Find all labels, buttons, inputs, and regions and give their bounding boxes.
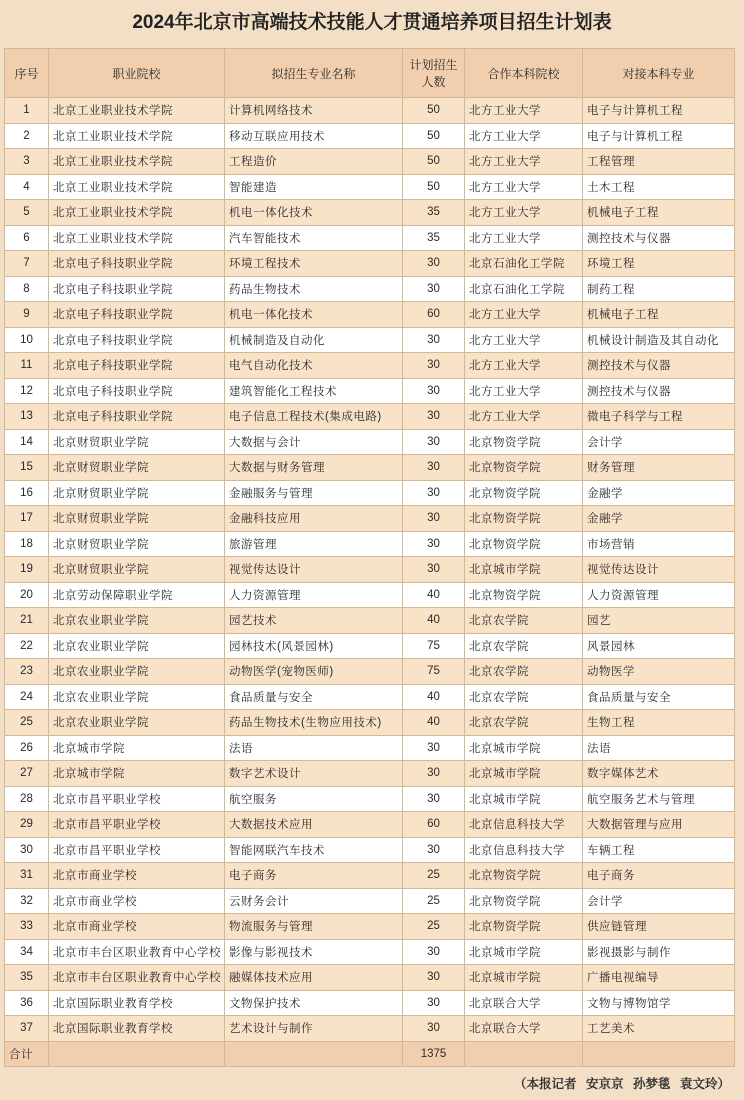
cell-index: 30 — [5, 837, 49, 863]
cell-school: 北京市昌平职业学校 — [49, 812, 225, 838]
cell-plan: 30 — [403, 429, 465, 455]
cell-school: 北京城市学院 — [49, 735, 225, 761]
cell-school: 北京市商业学校 — [49, 888, 225, 914]
cell-major: 航空服务 — [225, 786, 403, 812]
cell-target: 广播电视编导 — [583, 965, 735, 991]
total-empty-partner — [465, 1041, 583, 1066]
header-plan-line1: 计划招生 — [409, 58, 458, 72]
cell-school: 北京财贸职业学院 — [49, 429, 225, 455]
cell-partner: 北京物资学院 — [465, 480, 583, 506]
table-row — [5, 353, 735, 379]
cell-school: 北京财贸职业学院 — [49, 455, 225, 481]
cell-school: 北京农业职业学院 — [49, 684, 225, 710]
cell-index: 26 — [5, 735, 49, 761]
cell-major: 药品生物技术(生物应用技术) — [225, 710, 403, 736]
cell-major: 机械制造及自动化 — [225, 327, 403, 353]
cell-partner: 北京物资学院 — [465, 863, 583, 889]
cell-target: 财务管理 — [583, 455, 735, 481]
table-row — [5, 98, 735, 124]
table-row — [5, 837, 735, 863]
cell-index: 23 — [5, 659, 49, 685]
cell-plan: 30 — [403, 1016, 465, 1042]
cell-plan: 30 — [403, 353, 465, 379]
cell-partner: 北京物资学院 — [465, 429, 583, 455]
cell-target: 会计学 — [583, 429, 735, 455]
cell-partner: 北方工业大学 — [465, 123, 583, 149]
cell-target: 工艺美术 — [583, 1016, 735, 1042]
cell-school: 北京电子科技职业学院 — [49, 276, 225, 302]
enrollment-plan-table — [4, 48, 735, 1067]
cell-school: 北京工业职业技术学院 — [49, 98, 225, 124]
cell-partner: 北京物资学院 — [465, 455, 583, 481]
cell-target: 数字媒体艺术 — [583, 761, 735, 787]
total-row — [5, 1041, 735, 1066]
cell-index: 13 — [5, 404, 49, 430]
credit-prefix: （本报记者 — [513, 1077, 577, 1091]
table-body — [5, 98, 735, 1042]
cell-index: 4 — [5, 174, 49, 200]
cell-major: 视觉传达设计 — [225, 557, 403, 583]
cell-target: 金融学 — [583, 506, 735, 532]
cell-target: 机械电子工程 — [583, 302, 735, 328]
cell-plan: 25 — [403, 888, 465, 914]
cell-major: 数字艺术设计 — [225, 761, 403, 787]
table-header-row — [5, 49, 735, 98]
cell-school: 北京农业职业学院 — [49, 710, 225, 736]
cell-major: 智能建造 — [225, 174, 403, 200]
cell-partner: 北方工业大学 — [465, 378, 583, 404]
table-row — [5, 123, 735, 149]
cell-index: 25 — [5, 710, 49, 736]
cell-school: 北京市商业学校 — [49, 863, 225, 889]
cell-target: 风景园林 — [583, 633, 735, 659]
cell-school: 北京电子科技职业学院 — [49, 302, 225, 328]
cell-index: 19 — [5, 557, 49, 583]
cell-major: 移动互联应用技术 — [225, 123, 403, 149]
cell-target: 金融学 — [583, 480, 735, 506]
cell-major: 汽车智能技术 — [225, 225, 403, 251]
cell-partner: 北方工业大学 — [465, 327, 583, 353]
cell-index: 37 — [5, 1016, 49, 1042]
cell-major: 大数据与会计 — [225, 429, 403, 455]
table-row — [5, 200, 735, 226]
cell-partner: 北京物资学院 — [465, 888, 583, 914]
cell-school: 北京农业职业学院 — [49, 633, 225, 659]
cell-school: 北京电子科技职业学院 — [49, 327, 225, 353]
cell-plan: 30 — [403, 404, 465, 430]
cell-plan: 30 — [403, 276, 465, 302]
cell-school: 北京市昌平职业学校 — [49, 837, 225, 863]
cell-index: 12 — [5, 378, 49, 404]
cell-index: 27 — [5, 761, 49, 787]
table-row — [5, 761, 735, 787]
cell-plan: 30 — [403, 735, 465, 761]
cell-major: 艺术设计与制作 — [225, 1016, 403, 1042]
table-row — [5, 888, 735, 914]
cell-index: 3 — [5, 149, 49, 175]
cell-target: 航空服务艺术与管理 — [583, 786, 735, 812]
cell-school: 北京劳动保障职业学院 — [49, 582, 225, 608]
cell-index: 22 — [5, 633, 49, 659]
cell-target: 电子商务 — [583, 863, 735, 889]
cell-partner: 北京农学院 — [465, 659, 583, 685]
cell-partner: 北京物资学院 — [465, 506, 583, 532]
cell-school: 北京市丰台区职业教育中心学校 — [49, 939, 225, 965]
header-index: 序号 — [5, 49, 49, 98]
cell-school: 北京电子科技职业学院 — [49, 251, 225, 277]
cell-major: 机电一体化技术 — [225, 302, 403, 328]
cell-target: 制药工程 — [583, 276, 735, 302]
cell-plan: 30 — [403, 939, 465, 965]
cell-partner: 北方工业大学 — [465, 404, 583, 430]
cell-major: 电气自动化技术 — [225, 353, 403, 379]
cell-partner: 北京城市学院 — [465, 735, 583, 761]
cell-partner: 北京城市学院 — [465, 761, 583, 787]
cell-major: 法语 — [225, 735, 403, 761]
cell-major: 智能网联汽车技术 — [225, 837, 403, 863]
cell-major: 融媒体技术应用 — [225, 965, 403, 991]
cell-major: 金融科技应用 — [225, 506, 403, 532]
cell-index: 2 — [5, 123, 49, 149]
cell-major: 计算机网络技术 — [225, 98, 403, 124]
cell-school: 北京工业职业技术学院 — [49, 200, 225, 226]
cell-index: 5 — [5, 200, 49, 226]
cell-partner: 北方工业大学 — [465, 149, 583, 175]
table-row — [5, 659, 735, 685]
cell-target: 影视摄影与制作 — [583, 939, 735, 965]
total-label: 合计 — [5, 1041, 49, 1066]
cell-major: 建筑智能化工程技术 — [225, 378, 403, 404]
cell-target: 环境工程 — [583, 251, 735, 277]
cell-plan: 60 — [403, 812, 465, 838]
cell-target: 测控技术与仪器 — [583, 225, 735, 251]
cell-index: 6 — [5, 225, 49, 251]
table-row — [5, 1016, 735, 1042]
cell-plan: 50 — [403, 123, 465, 149]
cell-index: 11 — [5, 353, 49, 379]
cell-plan: 75 — [403, 633, 465, 659]
cell-school: 北京电子科技职业学院 — [49, 404, 225, 430]
table-row — [5, 582, 735, 608]
cell-major: 食品质量与安全 — [225, 684, 403, 710]
cell-target: 工程管理 — [583, 149, 735, 175]
cell-index: 14 — [5, 429, 49, 455]
cell-partner: 北方工业大学 — [465, 98, 583, 124]
cell-school: 北京农业职业学院 — [49, 608, 225, 634]
cell-major: 机电一体化技术 — [225, 200, 403, 226]
cell-index: 24 — [5, 684, 49, 710]
cell-partner: 北京城市学院 — [465, 786, 583, 812]
cell-target: 测控技术与仪器 — [583, 353, 735, 379]
cell-partner: 北京城市学院 — [465, 557, 583, 583]
cell-target: 车辆工程 — [583, 837, 735, 863]
cell-school: 北京工业职业技术学院 — [49, 174, 225, 200]
cell-plan: 30 — [403, 990, 465, 1016]
cell-index: 1 — [5, 98, 49, 124]
table-row — [5, 990, 735, 1016]
header-plan — [403, 49, 465, 98]
cell-partner: 北方工业大学 — [465, 302, 583, 328]
cell-target: 法语 — [583, 735, 735, 761]
cell-partner: 北京城市学院 — [465, 965, 583, 991]
cell-target: 人力资源管理 — [583, 582, 735, 608]
cell-plan: 50 — [403, 149, 465, 175]
cell-school: 北京财贸职业学院 — [49, 531, 225, 557]
cell-target: 微电子科学与工程 — [583, 404, 735, 430]
cell-school: 北京国际职业教育学校 — [49, 1016, 225, 1042]
cell-partner: 北京石油化工学院 — [465, 251, 583, 277]
cell-plan: 30 — [403, 251, 465, 277]
cell-school: 北京市丰台区职业教育中心学校 — [49, 965, 225, 991]
cell-major: 大数据技术应用 — [225, 812, 403, 838]
cell-plan: 30 — [403, 837, 465, 863]
table-row — [5, 812, 735, 838]
table-row — [5, 710, 735, 736]
cell-target: 市场营销 — [583, 531, 735, 557]
table-row — [5, 302, 735, 328]
table-row — [5, 735, 735, 761]
cell-partner: 北京城市学院 — [465, 939, 583, 965]
cell-partner: 北京农学院 — [465, 710, 583, 736]
cell-school: 北京城市学院 — [49, 761, 225, 787]
cell-index: 29 — [5, 812, 49, 838]
table-row — [5, 276, 735, 302]
cell-target: 会计学 — [583, 888, 735, 914]
cell-plan: 30 — [403, 557, 465, 583]
table-row — [5, 174, 735, 200]
cell-school: 北京农业职业学院 — [49, 659, 225, 685]
table-row — [5, 786, 735, 812]
cell-partner: 北京信息科技大学 — [465, 837, 583, 863]
table-row — [5, 939, 735, 965]
cell-school: 北京市昌平职业学校 — [49, 786, 225, 812]
cell-plan: 30 — [403, 378, 465, 404]
cell-partner: 北京农学院 — [465, 684, 583, 710]
cell-index: 35 — [5, 965, 49, 991]
cell-major: 影像与影视技术 — [225, 939, 403, 965]
cell-major: 金融服务与管理 — [225, 480, 403, 506]
cell-target: 文物与博物馆学 — [583, 990, 735, 1016]
page-title: 2024年北京市高端技术技能人才贯通培养项目招生计划表 — [132, 12, 612, 33]
cell-major: 人力资源管理 — [225, 582, 403, 608]
header-major: 拟招生专业名称 — [225, 49, 403, 98]
cell-partner: 北京石油化工学院 — [465, 276, 583, 302]
cell-index: 16 — [5, 480, 49, 506]
credit-name-3: 袁文玲） — [679, 1077, 730, 1091]
cell-target: 动物医学 — [583, 659, 735, 685]
table-row — [5, 506, 735, 532]
cell-plan: 35 — [403, 225, 465, 251]
cell-major: 园艺技术 — [225, 608, 403, 634]
cell-plan: 60 — [403, 302, 465, 328]
cell-target: 测控技术与仪器 — [583, 378, 735, 404]
table-row — [5, 429, 735, 455]
cell-plan: 30 — [403, 506, 465, 532]
cell-index: 10 — [5, 327, 49, 353]
cell-partner: 北京农学院 — [465, 633, 583, 659]
cell-partner: 北京信息科技大学 — [465, 812, 583, 838]
cell-partner: 北京联合大学 — [465, 990, 583, 1016]
cell-plan: 40 — [403, 684, 465, 710]
table-row — [5, 684, 735, 710]
cell-partner: 北方工业大学 — [465, 225, 583, 251]
cell-plan: 40 — [403, 608, 465, 634]
table-row — [5, 404, 735, 430]
cell-index: 8 — [5, 276, 49, 302]
cell-partner: 北方工业大学 — [465, 353, 583, 379]
table-row — [5, 149, 735, 175]
cell-target: 食品质量与安全 — [583, 684, 735, 710]
header-plan-line2: 人数 — [421, 75, 446, 89]
table-row — [5, 531, 735, 557]
cell-major: 电子商务 — [225, 863, 403, 889]
cell-major: 物流服务与管理 — [225, 914, 403, 940]
table-row — [5, 965, 735, 991]
cell-partner: 北京农学院 — [465, 608, 583, 634]
cell-plan: 30 — [403, 761, 465, 787]
header-school: 职业院校 — [49, 49, 225, 98]
cell-target: 土木工程 — [583, 174, 735, 200]
cell-school: 北京财贸职业学院 — [49, 557, 225, 583]
cell-plan: 30 — [403, 786, 465, 812]
cell-school: 北京工业职业技术学院 — [49, 225, 225, 251]
table-row — [5, 225, 735, 251]
cell-target: 机械电子工程 — [583, 200, 735, 226]
cell-partner: 北京物资学院 — [465, 914, 583, 940]
cell-target: 生物工程 — [583, 710, 735, 736]
cell-school: 北京市商业学校 — [49, 914, 225, 940]
cell-plan: 50 — [403, 98, 465, 124]
credit-name-1: 安京京 — [585, 1077, 624, 1091]
cell-school: 北京工业职业技术学院 — [49, 149, 225, 175]
cell-plan: 30 — [403, 327, 465, 353]
cell-plan: 40 — [403, 582, 465, 608]
table-row — [5, 378, 735, 404]
cell-school: 北京国际职业教育学校 — [49, 990, 225, 1016]
cell-major: 电子信息工程技术(集成电路) — [225, 404, 403, 430]
header-target: 对接本科专业 — [583, 49, 735, 98]
cell-major: 文物保护技术 — [225, 990, 403, 1016]
total-empty-major — [225, 1041, 403, 1066]
cell-partner: 北京物资学院 — [465, 582, 583, 608]
cell-school: 北京工业职业技术学院 — [49, 123, 225, 149]
cell-partner: 北方工业大学 — [465, 200, 583, 226]
cell-school: 北京电子科技职业学院 — [49, 353, 225, 379]
cell-index: 17 — [5, 506, 49, 532]
cell-index: 18 — [5, 531, 49, 557]
cell-school: 北京电子科技职业学院 — [49, 378, 225, 404]
table-row — [5, 633, 735, 659]
cell-partner: 北方工业大学 — [465, 174, 583, 200]
total-empty-target — [583, 1041, 735, 1066]
table-row — [5, 480, 735, 506]
table-row — [5, 914, 735, 940]
total-value: 1375 — [403, 1041, 465, 1066]
cell-target: 电子与计算机工程 — [583, 98, 735, 124]
cell-target: 电子与计算机工程 — [583, 123, 735, 149]
table-row — [5, 251, 735, 277]
credit-name-2: 孙梦毯 — [632, 1077, 671, 1091]
table-row — [5, 608, 735, 634]
cell-index: 33 — [5, 914, 49, 940]
cell-major: 环境工程技术 — [225, 251, 403, 277]
cell-school: 北京财贸职业学院 — [49, 480, 225, 506]
cell-major: 工程造价 — [225, 149, 403, 175]
cell-index: 20 — [5, 582, 49, 608]
cell-major: 大数据与财务管理 — [225, 455, 403, 481]
cell-index: 28 — [5, 786, 49, 812]
cell-partner: 北京物资学院 — [465, 531, 583, 557]
cell-target: 园艺 — [583, 608, 735, 634]
cell-plan: 30 — [403, 455, 465, 481]
cell-plan: 75 — [403, 659, 465, 685]
cell-target: 视觉传达设计 — [583, 557, 735, 583]
cell-major: 旅游管理 — [225, 531, 403, 557]
cell-plan: 25 — [403, 863, 465, 889]
cell-index: 9 — [5, 302, 49, 328]
table-row — [5, 327, 735, 353]
cell-index: 32 — [5, 888, 49, 914]
reporter-credit — [508, 1074, 730, 1092]
cell-major: 药品生物技术 — [225, 276, 403, 302]
cell-index: 21 — [5, 608, 49, 634]
cell-target: 机械设计制造及其自动化 — [583, 327, 735, 353]
cell-school: 北京财贸职业学院 — [49, 506, 225, 532]
cell-plan: 30 — [403, 531, 465, 557]
cell-plan: 50 — [403, 174, 465, 200]
cell-plan: 25 — [403, 914, 465, 940]
cell-index: 34 — [5, 939, 49, 965]
cell-plan: 40 — [403, 710, 465, 736]
cell-index: 15 — [5, 455, 49, 481]
cell-major: 云财务会计 — [225, 888, 403, 914]
table-row — [5, 557, 735, 583]
cell-major: 园林技术(风景园林) — [225, 633, 403, 659]
cell-partner: 北京联合大学 — [465, 1016, 583, 1042]
cell-target: 供应链管理 — [583, 914, 735, 940]
cell-index: 36 — [5, 990, 49, 1016]
header-partner: 合作本科院校 — [465, 49, 583, 98]
cell-index: 7 — [5, 251, 49, 277]
cell-target: 大数据管理与应用 — [583, 812, 735, 838]
table-row — [5, 455, 735, 481]
cell-plan: 35 — [403, 200, 465, 226]
cell-plan: 30 — [403, 480, 465, 506]
cell-index: 31 — [5, 863, 49, 889]
table-row — [5, 863, 735, 889]
total-empty-school — [49, 1041, 225, 1066]
cell-major: 动物医学(宠物医师) — [225, 659, 403, 685]
cell-plan: 30 — [403, 965, 465, 991]
